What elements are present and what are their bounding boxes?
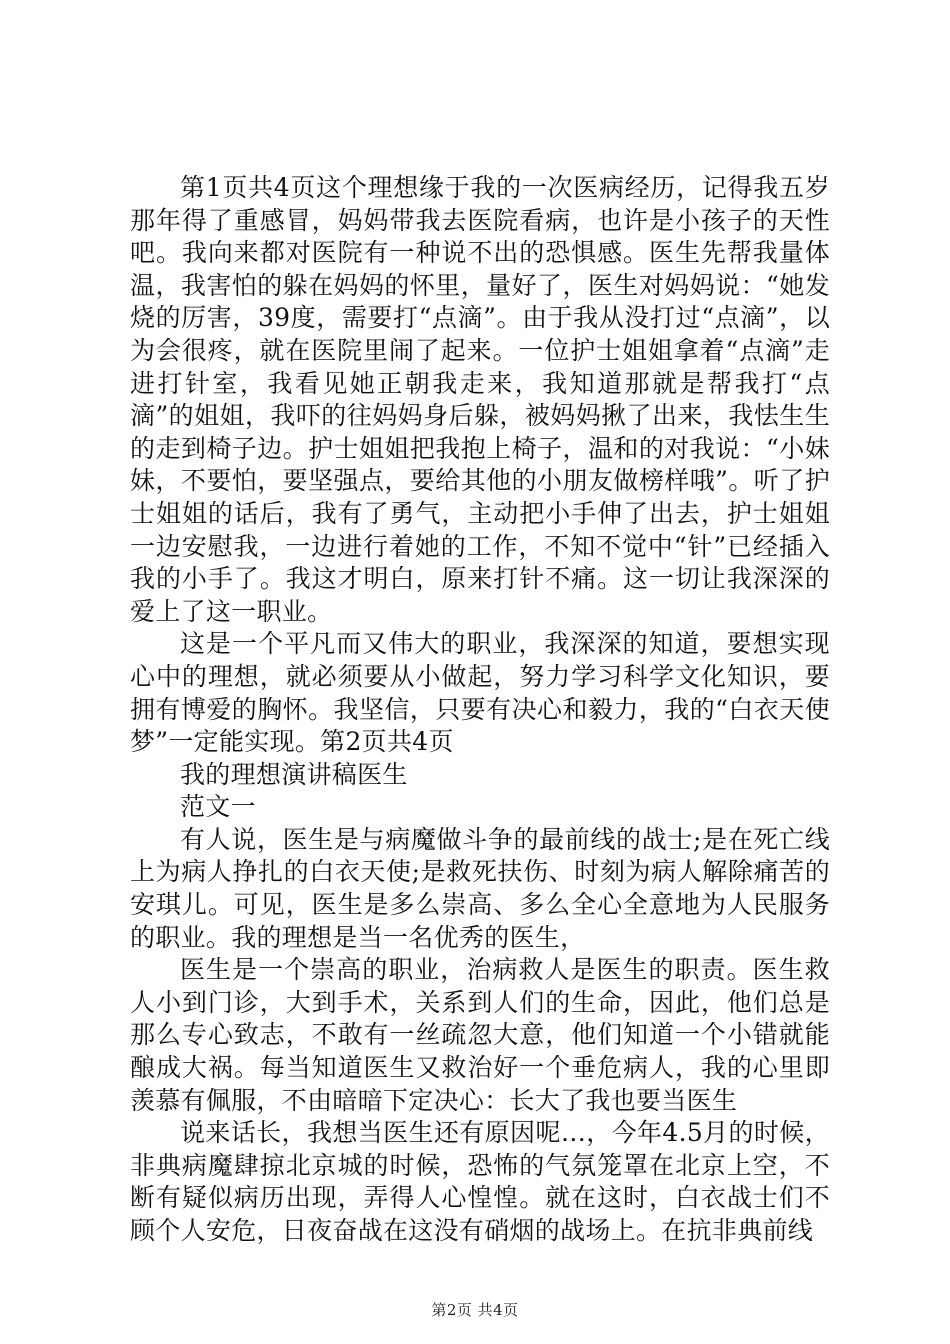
paragraph-conclusion: 这是一个平凡而又伟大的职业，我深深的知道，要想实现心中的理想，就必须要从小做起，努力学习科学文化知识，要拥有博爱的胸怀。我坚信，只要有决心和毅力，我的“白衣天使梦”一定能实现。第2页共4页: [130, 629, 830, 757]
paragraph-intro: 有人说，医生是与病魔做斗争的最前线的战士;是在死亡线上为病人挣扎的白衣天使;是救死扶伤、时刻为病人解除痛苦的安琪儿。可见，医生是多么崇高、多么全心全意地为人民服务的职业。我的理想是当一名优秀的医生，: [130, 824, 830, 952]
document-body: [130, 172, 830, 1248]
paragraph-reason: 说来话长，我想当医生还有原因呢…，今年4.5月的时候，非典病魔肆掠北京城的时候，恐怖的气氛笼罩在北京上空，不断有疑似病历出现，弄得人心惶惶。就在这时，白衣战士们不顾个人安危，日夜奋战在这没有硝烟的战场上。在抗非典前线: [130, 1118, 830, 1245]
paragraph-doctor-duty: 医生是一个崇高的职业，治病救人是医生的职责。医生救人小到门诊，大到手术，关系到人们的生命，因此，他们总是那么专心致志，不敢有一丝疏忽大意，他们知道一个小错就能酿成大祸。每当知道医生又救治好一个垂危病人，我的心里即羡慕有佩服，不由暗暗下定决心：长大了我也要当医生: [130, 955, 830, 1115]
section-subtitle: 范文一: [180, 792, 256, 822]
page-footer: 第2页 共4页: [431, 1301, 519, 1319]
section-title: 我的理想演讲稿医生: [180, 759, 408, 789]
paragraph-first-experience: 第1页共4页这个理想缘于我的一次医病经历，记得我五岁那年得了重感冒，妈妈带我去医院看病，也许是小孩子的天性吧。我向来都对医院有一种说不出的恐惧感。医生先帮我量体温，我害怕的躲在妈妈的怀里，量好了，医生对妈妈说：“她发烧的厉害，39度，需要打“点滴”。由于我从没打过“点滴”，以为会很疼，就在医院里闹了起来。一位护士姐姐拿着“点滴”走进打针室，我看见她正朝我走来，我知道那就是帮我打“点滴”的姐姐，我吓的往妈妈身后躲，被妈妈揪了出来，我怯生生的走到椅子边。护士姐姐把我抱上椅子，温和的对我说：“小妹妹，不要怕，要坚强点，要给其他的小朋友做榜样哦”。听了护士姐姐的话后，我有了勇气，主动把小手伸了出去，护士姐姐一边安慰我，一边进行着她的工作，不知不觉中“针”已经插入我的小手了。我这才明白，原来打针不痛。这一切让我深深的爱上了这一职业。: [130, 173, 830, 626]
